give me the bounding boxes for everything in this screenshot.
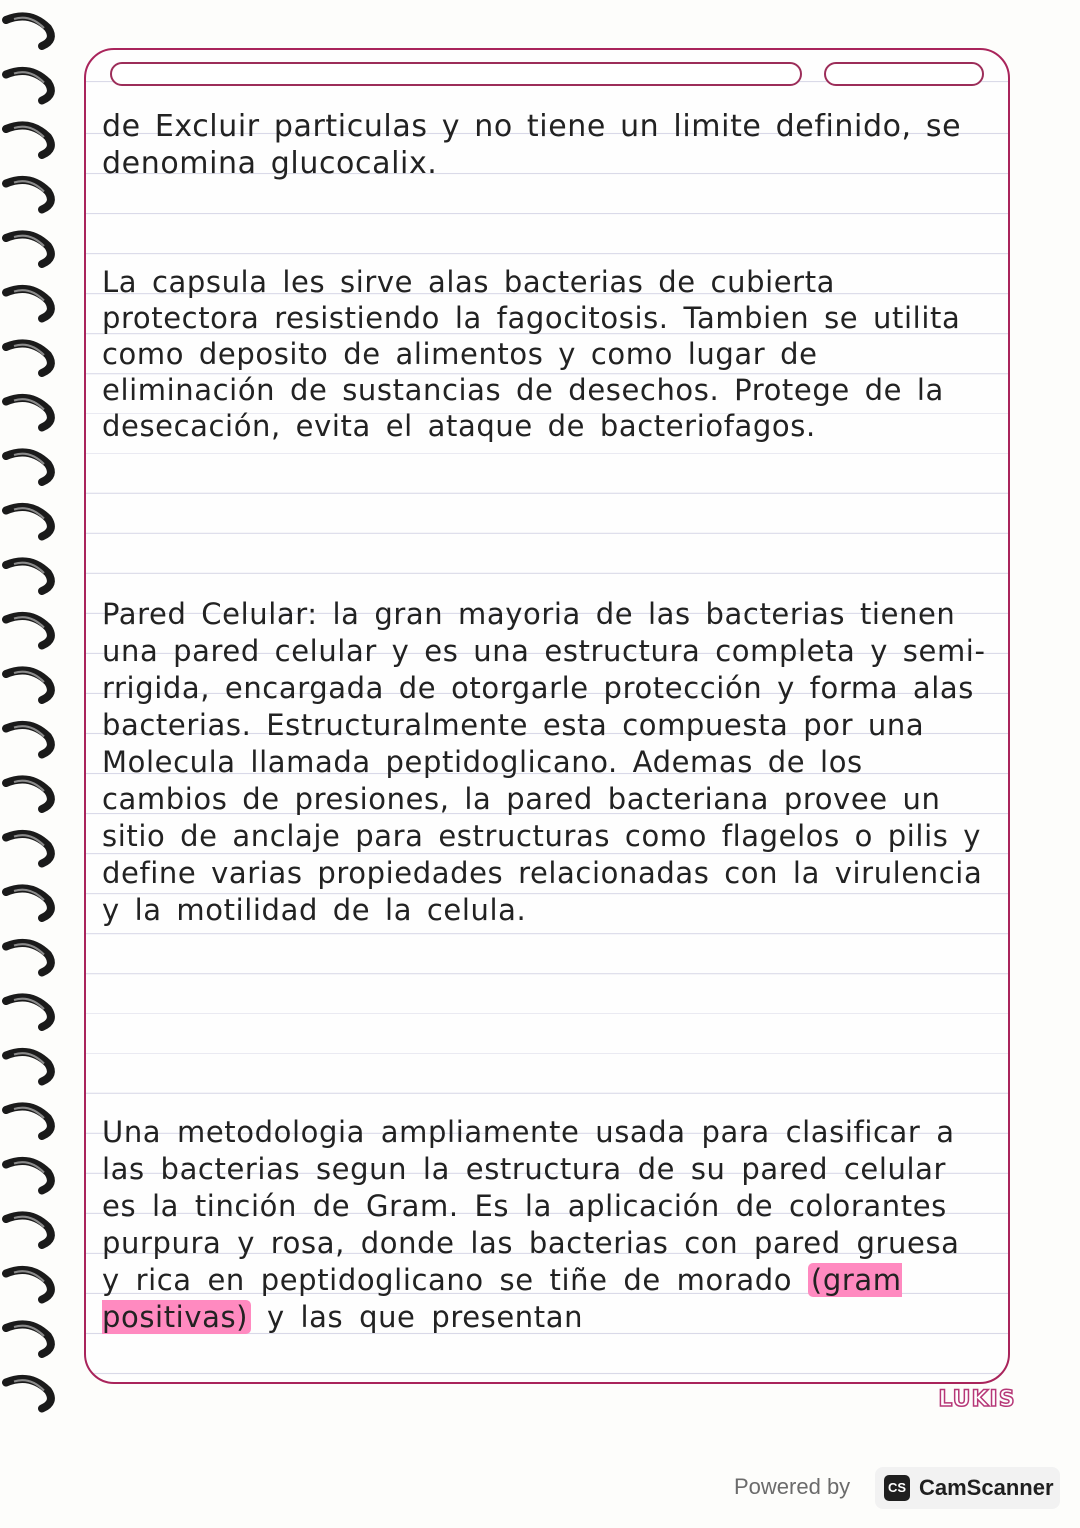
paragraph-tincion-gram-text: Una metodologia ampliamente usada para clasificar a las bacterias segun la estructura de su pared celular es la tinción de Gram. Es la aplicación de colorantes purpura y rosa, donde las bacterias con pared gruesa y rica en peptidoglicano se tiñe de morado (102, 1115, 960, 1297)
spiral-ring (6, 507, 51, 537)
spiral-ring (6, 888, 51, 918)
notebook-frame (84, 48, 1010, 1384)
spiral-ring (6, 289, 51, 319)
lukis-logo: LUKIS (938, 1387, 1016, 1412)
spiral-ring (6, 670, 51, 700)
spiral-ring (6, 398, 51, 428)
spiral-ring (6, 725, 51, 755)
powered-by-label: Powered by (734, 1474, 851, 1499)
spiral-ring (6, 1161, 51, 1191)
spiral-ring (6, 452, 51, 482)
spiral-ring (6, 1215, 51, 1245)
highlighted-gram-positivas: (gram positivas) (102, 1263, 902, 1334)
paragraph-tincion-gram (102, 1114, 992, 1336)
spiral-binding (0, 0, 70, 1450)
spiral-ring (6, 1052, 51, 1082)
spiral-ring (6, 779, 51, 809)
paragraph-capsula: La capsula les sirve alas bacterias de cubierta protectora resistiendo la fagocitosis. Tambien se utilita como deposito de alimentos y como lugar de eliminación de sustancias de desechos. Protege de la desecación, evita el ataque de bacteriofagos. (102, 265, 961, 443)
spiral-ring (6, 997, 51, 1027)
camscanner-watermark (734, 1467, 1060, 1510)
camscanner-badge (875, 1467, 1060, 1509)
handwritten-notes (102, 104, 992, 1374)
camscanner-icon: CS (884, 1475, 910, 1501)
spiral-ring (6, 561, 51, 591)
header-title-box (110, 62, 802, 86)
header-date-box (824, 62, 984, 86)
spiral-ring (6, 16, 51, 46)
spiral-ring (6, 1324, 51, 1354)
spiral-ring (6, 71, 51, 101)
spiral-ring (6, 1270, 51, 1300)
spiral-ring (6, 343, 51, 373)
spiral-ring (6, 1106, 51, 1136)
spiral-ring (6, 943, 51, 973)
paragraph-ending-text: y las que presentan (266, 1300, 584, 1334)
spiral-ring (6, 616, 51, 646)
spiral-ring (6, 234, 51, 264)
camscanner-brand-name: CamScanner (919, 1475, 1054, 1500)
spiral-ring (6, 125, 51, 155)
spiral-ring (6, 180, 51, 210)
spiral-ring (6, 834, 51, 864)
paragraph-glucocalix: de Excluir particulas y no tiene un limite definido, se denomina glucocalix. (102, 109, 962, 181)
paragraph-pared-celular: Pared Celular: la gran mayoria de las bacterias tienen una pared celular y es una estructura completa y semi-rrigida, encargada de otorgarle protección y forma alas bacterias. Estructuralmente esta compuesta por una Molecula llamada peptidoglicano. Ademas de los cambios de presiones, la pared bacteriana provee un sitio de anclaje para estructuras como flagelos o pilis y define varias propiedades relacionadas con la virulencia y la motilidad de la celula. (102, 597, 986, 927)
spiral-ring (6, 1379, 51, 1409)
